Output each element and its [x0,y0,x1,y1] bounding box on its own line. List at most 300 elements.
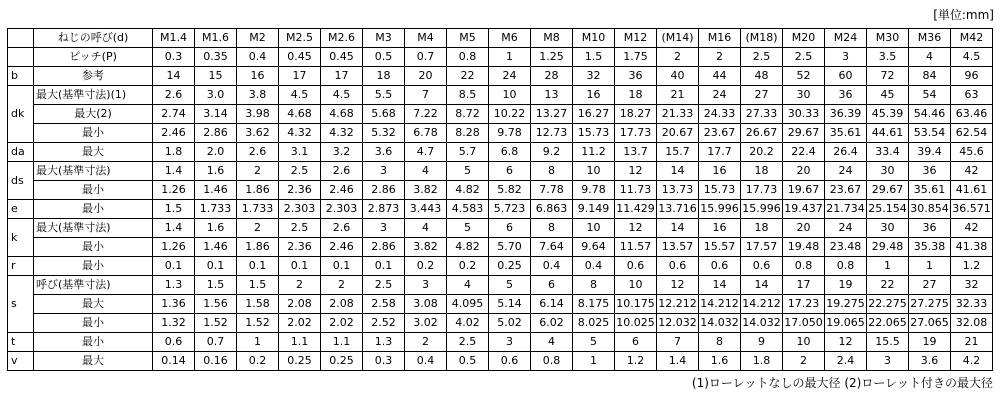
value-cell: 2.46 [321,181,363,200]
value-cell: 3 [867,352,909,371]
header-size-cell: M36 [909,29,951,48]
value-cell: 19.275 [825,295,867,314]
value-cell: 2.02 [279,314,321,333]
value-cell: 8.72 [447,105,489,124]
value-cell: 25.154 [867,200,909,219]
value-cell: 1.26 [153,181,195,200]
table-row [8,86,993,105]
header-size-cell: M2.6 [321,29,363,48]
row-key-cell: r [8,257,34,276]
value-cell: 63 [951,86,993,105]
value-cell: 0.3 [153,48,195,67]
value-cell: 15.5 [867,333,909,352]
value-cell: 2.02 [321,314,363,333]
value-cell: 0.25 [489,257,531,276]
value-cell: 7.64 [531,238,573,257]
value-cell: 16 [699,219,741,238]
value-cell: 0.8 [531,352,573,371]
value-cell: 8 [531,219,573,238]
value-cell: 21 [951,333,993,352]
value-cell: 1.6 [195,162,237,181]
row-label: 最大 [34,352,153,371]
value-cell: 0.2 [405,257,447,276]
value-cell: 18.27 [615,105,657,124]
value-cell: 27.065 [909,314,951,333]
value-cell: 32 [573,67,615,86]
value-cell: 0.7 [195,333,237,352]
table-row [8,238,993,257]
unit-label: [単位:mm] [933,8,994,22]
value-cell: 1.8 [153,143,195,162]
value-cell: 17.73 [741,181,783,200]
value-cell: 4 [909,48,951,67]
table-row [8,105,993,124]
value-cell: 5.02 [489,314,531,333]
value-cell: 4 [447,276,489,295]
value-cell: 24.33 [699,105,741,124]
value-cell: 14.032 [741,314,783,333]
table-row [8,200,993,219]
value-cell: 21.33 [657,105,699,124]
value-cell: 0.1 [153,257,195,276]
value-cell: 54 [909,86,951,105]
table-row [8,276,993,295]
value-cell: 14 [741,276,783,295]
row-label: 最大(基準寸法) [34,162,153,181]
value-cell: 19.48 [783,238,825,257]
value-cell: 0.2 [237,352,279,371]
value-cell: 11.57 [615,238,657,257]
row-key-cell: da [8,143,34,162]
value-cell: 4.5 [279,86,321,105]
value-cell: 44.61 [867,124,909,143]
value-cell: 12.032 [657,314,699,333]
value-cell: 3 [363,219,405,238]
value-cell: 6.8 [489,143,531,162]
value-cell: 12 [825,333,867,352]
value-cell: 3.02 [405,314,447,333]
value-cell: 2 [405,333,447,352]
value-cell: 2.4 [825,352,867,371]
value-cell: 2.86 [195,124,237,143]
value-cell: 0.8 [783,257,825,276]
value-cell: 0.4 [531,257,573,276]
value-cell: 36 [909,219,951,238]
value-cell: 1.8 [741,352,783,371]
value-cell: 0.1 [237,257,279,276]
header-key-cell [8,29,34,48]
value-cell: 2.5 [363,276,405,295]
value-cell: 9.78 [489,124,531,143]
value-cell: 44 [699,67,741,86]
value-cell: 2.6 [153,86,195,105]
value-cell: 14 [153,67,195,86]
value-cell: 27 [741,86,783,105]
row-label: 最大 [34,295,153,314]
header-size-cell: M2.5 [279,29,321,48]
value-cell: 1.6 [699,352,741,371]
value-cell: 0.1 [195,257,237,276]
value-cell: 9.2 [531,143,573,162]
value-cell: 1 [489,48,531,67]
row-label: 最大 [34,143,153,162]
value-cell: 45.39 [867,105,909,124]
value-cell: 9.64 [573,238,615,257]
header-size-cell: (M18) [741,29,783,48]
value-cell: 45 [867,86,909,105]
value-cell: 4.02 [447,314,489,333]
value-cell: 27 [909,276,951,295]
dimension-table [7,28,993,371]
value-cell: 24 [699,86,741,105]
value-cell: 2 [279,276,321,295]
value-cell: 1.52 [237,314,279,333]
value-cell: 36 [615,67,657,86]
value-cell: 18 [363,67,405,86]
value-cell: 0.4 [405,352,447,371]
value-cell: 3.82 [405,238,447,257]
value-cell: 27.33 [741,105,783,124]
value-cell: 2 [321,276,363,295]
value-cell: 1.86 [237,181,279,200]
value-cell: 3.14 [195,105,237,124]
value-cell: 14.032 [699,314,741,333]
value-cell: 0.1 [321,257,363,276]
value-cell: 23.48 [825,238,867,257]
header-size-cell: M20 [783,29,825,48]
value-cell: 5.723 [489,200,531,219]
row-label: 最小 [34,257,153,276]
value-cell: 2.46 [321,238,363,257]
value-cell: 1 [573,352,615,371]
value-cell: 4.2 [951,352,993,371]
value-cell: 1.75 [615,48,657,67]
row-label: 最小 [34,314,153,333]
value-cell: 12.73 [531,124,573,143]
value-cell: 42 [951,219,993,238]
value-cell: 36.571 [951,200,993,219]
value-cell: 30.33 [783,105,825,124]
header-size-cell: (M14) [657,29,699,48]
value-cell: 3.82 [405,181,447,200]
header-size-cell: M2 [237,29,279,48]
value-cell: 42 [951,162,993,181]
value-cell: 7.78 [531,181,573,200]
value-cell: 18 [615,86,657,105]
value-cell: 29.48 [867,238,909,257]
value-cell: 8.5 [447,86,489,105]
value-cell: 8 [531,162,573,181]
value-cell: 11.2 [573,143,615,162]
value-cell: 2.0 [195,143,237,162]
value-cell: 13.27 [531,105,573,124]
value-cell: 0.8 [825,257,867,276]
value-cell: 2.08 [279,295,321,314]
value-cell: 6 [489,162,531,181]
value-cell: 63.46 [951,105,993,124]
value-cell: 0.8 [447,48,489,67]
value-cell: 3.8 [237,86,279,105]
value-cell: 15.996 [699,200,741,219]
value-cell: 4.095 [447,295,489,314]
table-row [8,257,993,276]
value-cell: 9.78 [573,181,615,200]
value-cell: 1.26 [153,238,195,257]
row-key-cell: k [8,219,34,257]
value-cell: 16 [237,67,279,86]
value-cell: 6.14 [531,295,573,314]
row-label: 最大(基準寸法)(1) [34,86,153,105]
value-cell: 14.212 [741,295,783,314]
value-cell: 29.67 [867,181,909,200]
value-cell: 15.7 [657,143,699,162]
table-row [8,352,993,371]
value-cell: 1.25 [531,48,573,67]
value-cell: 30 [867,219,909,238]
value-cell: 19.437 [783,200,825,219]
value-cell: 2.52 [363,314,405,333]
value-cell: 4.82 [447,181,489,200]
value-cell: 23.67 [699,124,741,143]
value-cell: 0.6 [741,257,783,276]
row-label: 最大(2) [34,105,153,124]
value-cell: 2.86 [363,181,405,200]
value-cell: 11.429 [615,200,657,219]
value-cell: 1.5 [237,276,279,295]
value-cell: 96 [951,67,993,86]
value-cell: 2.303 [279,200,321,219]
value-cell: 13.716 [657,200,699,219]
value-cell: 20 [405,67,447,86]
value-cell: 3.6 [909,352,951,371]
value-cell: 17.73 [615,124,657,143]
value-cell: 3 [825,48,867,67]
value-cell: 4.583 [447,200,489,219]
value-cell: 22.4 [783,143,825,162]
value-cell: 62.54 [951,124,993,143]
value-cell: 22.275 [867,295,909,314]
value-cell: 2.74 [153,105,195,124]
table-row [8,67,993,86]
value-cell: 2.5 [447,333,489,352]
value-cell: 10 [573,162,615,181]
value-cell: 17 [279,67,321,86]
value-cell: 1.5 [573,48,615,67]
row-label: ピッチ(P) [34,48,153,67]
value-cell: 1.56 [195,295,237,314]
value-cell: 9 [741,333,783,352]
value-cell: 84 [909,67,951,86]
header-size-cell: M12 [615,29,657,48]
value-cell: 17 [783,276,825,295]
value-cell: 54.46 [909,105,951,124]
row-label: 最小 [34,181,153,200]
value-cell: 13 [531,86,573,105]
value-cell: 2.46 [153,124,195,143]
value-cell: 22 [447,67,489,86]
header-size-cell: M42 [951,29,993,48]
row-label: 最小 [34,238,153,257]
table-row [8,162,993,181]
value-cell: 2.6 [321,219,363,238]
value-cell: 30 [783,86,825,105]
value-cell: 30 [867,162,909,181]
value-cell: 32.33 [951,295,993,314]
value-cell: 20 [783,162,825,181]
value-cell: 2.58 [363,295,405,314]
value-cell: 12 [657,276,699,295]
value-cell: 2 [237,219,279,238]
value-cell: 17.23 [783,295,825,314]
value-cell: 4 [405,219,447,238]
value-cell: 60 [825,67,867,86]
footnote: (1)ローレットなしの最大径 (2)ローレット付きの最大径 [691,376,993,390]
value-cell: 2.6 [237,143,279,162]
value-cell: 11.73 [615,181,657,200]
value-cell: 26.4 [825,143,867,162]
value-cell: 2 [657,48,699,67]
value-cell: 15 [195,67,237,86]
value-cell: 5.82 [489,181,531,200]
value-cell: 22.065 [867,314,909,333]
value-cell: 19.065 [825,314,867,333]
value-cell: 14 [699,276,741,295]
header-label: ねじの呼び(d) [34,29,153,48]
row-key-cell: v [8,352,34,371]
value-cell: 5.32 [363,124,405,143]
value-cell: 29.67 [783,124,825,143]
value-cell: 53.54 [909,124,951,143]
value-cell: 7.22 [405,105,447,124]
value-cell: 17.57 [741,238,783,257]
value-cell: 1.5 [153,200,195,219]
value-cell: 2.08 [321,295,363,314]
value-cell: 2.36 [279,181,321,200]
value-cell: 17.7 [699,143,741,162]
value-cell: 39.4 [909,143,951,162]
value-cell: 13.57 [657,238,699,257]
value-cell: 4 [405,162,447,181]
header-size-cell: M10 [573,29,615,48]
value-cell: 3.1 [279,143,321,162]
value-cell: 3.5 [867,48,909,67]
table-row [8,181,993,200]
value-cell: 0.4 [237,48,279,67]
value-cell: 23.67 [825,181,867,200]
value-cell: 36 [825,86,867,105]
value-cell: 27.275 [909,295,951,314]
value-cell: 18 [741,219,783,238]
value-cell: 2.6 [321,162,363,181]
value-cell: 15.57 [699,238,741,257]
value-cell: 2.5 [741,48,783,67]
value-cell: 7 [657,333,699,352]
value-cell: 5.14 [489,295,531,314]
value-cell: 36.39 [825,105,867,124]
value-cell: 1 [237,333,279,352]
value-cell: 2.303 [321,200,363,219]
value-cell: 18 [741,162,783,181]
value-cell: 0.14 [153,352,195,371]
value-cell: 6 [489,219,531,238]
value-cell: 3 [363,162,405,181]
value-cell: 5 [447,219,489,238]
value-cell: 26.67 [741,124,783,143]
value-cell: 1.86 [237,238,279,257]
value-cell: 4.68 [321,105,363,124]
value-cell: 0.25 [321,352,363,371]
value-cell: 35.38 [909,238,951,257]
value-cell: 5 [447,162,489,181]
table-row [8,143,993,162]
value-cell: 1.1 [279,333,321,352]
value-cell: 0.2 [447,257,489,276]
value-cell: 6 [615,333,657,352]
value-cell: 4.5 [321,86,363,105]
row-key-cell: ds [8,162,34,200]
table-row [8,124,993,143]
row-key-cell: t [8,333,34,352]
header-size-cell: M16 [699,29,741,48]
value-cell: 30.854 [909,200,951,219]
value-cell: 0.7 [405,48,447,67]
value-cell: 40 [657,67,699,86]
row-key-cell: b [8,67,34,86]
value-cell: 8 [573,276,615,295]
value-cell: 35.61 [825,124,867,143]
value-cell: 4.7 [405,143,447,162]
value-cell: 41.61 [951,181,993,200]
value-cell: 8.175 [573,295,615,314]
value-cell: 6.863 [531,200,573,219]
value-cell: 0.5 [447,352,489,371]
value-cell: 10 [615,276,657,295]
value-cell: 2.873 [363,200,405,219]
value-cell: 1 [867,257,909,276]
value-cell: 8.025 [573,314,615,333]
value-cell: 8.28 [447,124,489,143]
value-cell: 6.02 [531,314,573,333]
value-cell: 14.212 [699,295,741,314]
value-cell: 1.3 [153,276,195,295]
header-size-cell: M1.6 [195,29,237,48]
value-cell: 0.6 [615,257,657,276]
value-cell: 3 [405,276,447,295]
value-cell: 1.46 [195,181,237,200]
table-row [8,48,993,67]
value-cell: 22 [867,276,909,295]
header-size-cell: M8 [531,29,573,48]
value-cell: 15.73 [573,124,615,143]
value-cell: 13.73 [657,181,699,200]
value-cell: 19 [909,333,951,352]
header-size-cell: M3 [363,29,405,48]
value-cell: 0.6 [489,352,531,371]
value-cell: 1.2 [951,257,993,276]
value-cell: 2.5 [279,219,321,238]
value-cell: 0.4 [573,257,615,276]
table-row [8,219,993,238]
value-cell: 5.7 [447,143,489,162]
row-label: 最小 [34,124,153,143]
value-cell: 0.1 [279,257,321,276]
value-cell: 0.6 [657,257,699,276]
value-cell: 52 [783,67,825,86]
value-cell: 1.2 [615,352,657,371]
value-cell: 20.67 [657,124,699,143]
value-cell: 2 [237,162,279,181]
value-cell: 5 [573,333,615,352]
